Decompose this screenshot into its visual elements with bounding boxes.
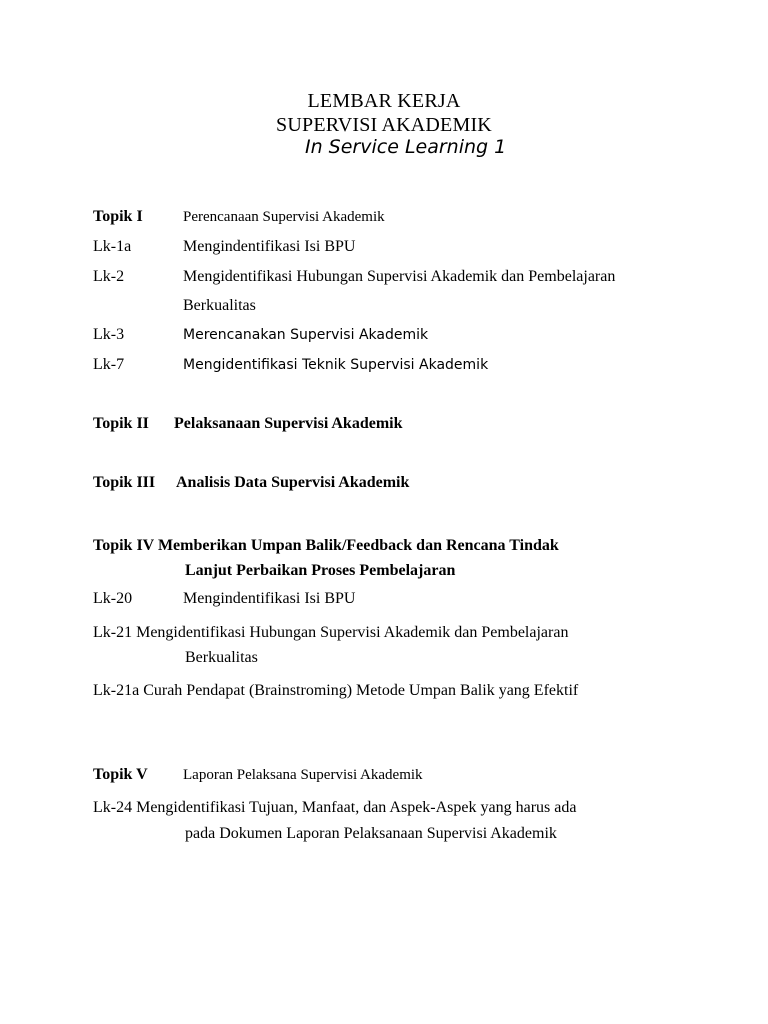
item-text: Lk-24 Mengidentifikasi Tujuan, Manfaat, dan Aspek-Aspek yang harus ada (93, 799, 577, 816)
item-text: Lk-21a Curah Pendapat (Brainstroming) Metode Umpan Balik yang Efektif (93, 682, 579, 699)
item-text-cont: pada Dokumen Laporan Pelaksanaan Supervisi Akademik (185, 825, 557, 842)
title-line-2: SUPERVISI AKADEMIK (276, 114, 492, 136)
topik-3-text: Analisis Data Supervisi Akademik (176, 474, 410, 491)
item-label: Lk-20 (93, 590, 133, 607)
item-label: Lk-2 (93, 268, 125, 285)
item-label: Lk-7 (93, 356, 125, 373)
topik-2-text: Pelaksanaan Supervisi Akademik (174, 415, 403, 432)
item-text-cont: Berkualitas (183, 297, 256, 314)
title-line-1: LEMBAR KERJA (307, 90, 461, 112)
topik-4-heading: Topik IV Memberikan Umpan Balik/Feedback dan Rencana Tindak (93, 537, 559, 554)
topik-5-text: Laporan Pelaksana Supervisi Akademik (183, 767, 423, 783)
subtitle: In Service Learning 1 (305, 136, 507, 158)
item-text: Lk-21 Mengidentifikasi Hubungan Supervisi Akademik dan Pembelajaran (93, 624, 569, 641)
topik-5-label: Topik V (93, 766, 148, 783)
item-text: Mengindentifikasi Isi BPU (183, 238, 356, 255)
item-label: Lk-3 (93, 326, 125, 343)
item-text: Merencanakan Supervisi Akademik (183, 327, 429, 343)
item-text-cont: Berkualitas (185, 649, 258, 666)
topik-2-label: Topik II (93, 415, 149, 432)
item-label: Lk-1a (93, 238, 132, 255)
topik-3-label: Topik III (93, 474, 156, 491)
topik-1-label: Topik I (93, 208, 143, 225)
item-text: Mengidentifikasi Hubungan Supervisi Akademik dan Pembelajaran (183, 268, 616, 285)
topik-1-text: Perencanaan Supervisi Akademik (183, 209, 385, 225)
item-text: Mengidentifikasi Teknik Supervisi Akademik (183, 357, 489, 373)
item-text: Mengindentifikasi Isi BPU (183, 590, 356, 607)
topik-4-heading-cont: Lanjut Perbaikan Proses Pembelajaran (185, 562, 456, 579)
